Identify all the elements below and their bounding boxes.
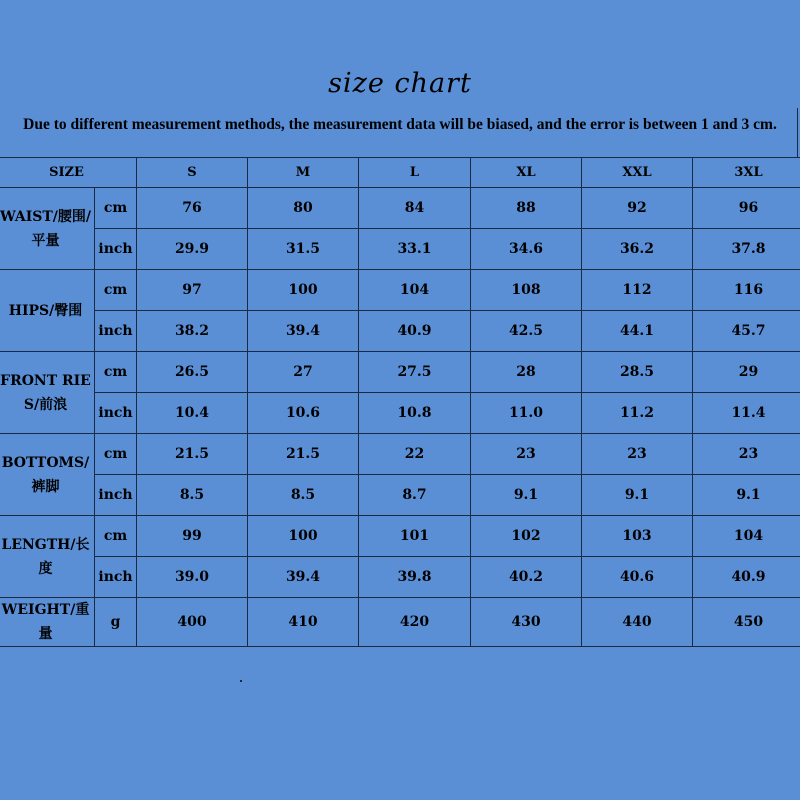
value-cell: 21.5 — [248, 434, 359, 475]
value-cell: 11.4 — [693, 393, 800, 434]
value-cell: 108 — [471, 270, 582, 311]
table-row — [0, 516, 800, 557]
value-cell: 80 — [248, 188, 359, 229]
value-cell: 42.5 — [471, 311, 582, 352]
value-cell: 420 — [359, 598, 471, 647]
value-cell: 23 — [471, 434, 582, 475]
table-row — [0, 557, 800, 598]
measurement-label: HIPS/臀围 — [0, 270, 95, 352]
measurement-label: WAIST/腰围/平量 — [0, 188, 95, 270]
value-cell: 440 — [582, 598, 693, 647]
value-cell: 430 — [471, 598, 582, 647]
value-cell: 8.7 — [359, 475, 471, 516]
value-cell: 31.5 — [248, 229, 359, 270]
value-cell: 44.1 — [582, 311, 693, 352]
table-row — [0, 352, 800, 393]
unit-cell: inch — [95, 557, 137, 598]
value-cell: 100 — [248, 516, 359, 557]
table-body — [0, 158, 800, 647]
unit-cell: cm — [95, 352, 137, 393]
value-cell: 103 — [582, 516, 693, 557]
value-cell: 27 — [248, 352, 359, 393]
value-cell: 9.1 — [693, 475, 800, 516]
size-header-m: M — [248, 158, 359, 188]
value-cell: 26.5 — [137, 352, 248, 393]
value-cell: 40.2 — [471, 557, 582, 598]
value-cell: 29.9 — [137, 229, 248, 270]
unit-cell: inch — [95, 393, 137, 434]
value-cell: 39.4 — [248, 311, 359, 352]
value-cell: 10.6 — [248, 393, 359, 434]
size-header-xxl: XXL — [582, 158, 693, 188]
value-cell: 11.2 — [582, 393, 693, 434]
unit-cell: cm — [95, 434, 137, 475]
value-cell: 400 — [137, 598, 248, 647]
value-cell: 34.6 — [471, 229, 582, 270]
value-cell: 9.1 — [582, 475, 693, 516]
value-cell: 22 — [359, 434, 471, 475]
table-row — [0, 188, 800, 229]
table-row — [0, 475, 800, 516]
value-cell: 410 — [248, 598, 359, 647]
value-cell: 8.5 — [248, 475, 359, 516]
value-cell: 10.8 — [359, 393, 471, 434]
value-cell: 39.8 — [359, 557, 471, 598]
value-cell: 38.2 — [137, 311, 248, 352]
value-cell: 84 — [359, 188, 471, 229]
unit-cell: inch — [95, 475, 137, 516]
value-cell: 40.9 — [693, 557, 800, 598]
value-cell: 23 — [582, 434, 693, 475]
value-cell: 23 — [693, 434, 800, 475]
size-header-s: S — [137, 158, 248, 188]
value-cell: 96 — [693, 188, 800, 229]
value-cell: 27.5 — [359, 352, 471, 393]
unit-cell: inch — [95, 311, 137, 352]
value-cell: 39.0 — [137, 557, 248, 598]
measurement-label: LENGTH/长度 — [0, 516, 95, 598]
value-cell: 104 — [693, 516, 800, 557]
table-row — [0, 598, 800, 647]
table-row — [0, 434, 800, 475]
value-cell: 97 — [137, 270, 248, 311]
value-cell: 450 — [693, 598, 800, 647]
value-cell: 101 — [359, 516, 471, 557]
measurement-note: Due to different measurement methods, the measurement data will be biased, and the error is between 1 and 3 cm. — [23, 116, 777, 133]
value-cell: 40.6 — [582, 557, 693, 598]
value-cell: 92 — [582, 188, 693, 229]
unit-cell: cm — [95, 516, 137, 557]
table-row — [0, 270, 800, 311]
table-row — [0, 229, 800, 270]
size-header-l: L — [359, 158, 471, 188]
value-cell: 36.2 — [582, 229, 693, 270]
value-cell: 21.5 — [137, 434, 248, 475]
measurement-label: BOTTOMS/裤脚 — [0, 434, 95, 516]
value-cell: 88 — [471, 188, 582, 229]
size-table — [0, 157, 800, 647]
value-cell: 76 — [137, 188, 248, 229]
table-row — [0, 393, 800, 434]
value-cell: 10.4 — [137, 393, 248, 434]
value-cell: 100 — [248, 270, 359, 311]
chart-title: size chart — [328, 68, 472, 99]
measurement-label: WEIGHT/重量 — [0, 598, 95, 647]
value-cell: 116 — [693, 270, 800, 311]
value-cell: 28.5 — [582, 352, 693, 393]
value-cell: 11.0 — [471, 393, 582, 434]
header-row — [0, 158, 800, 188]
value-cell: 112 — [582, 270, 693, 311]
value-cell: 28 — [471, 352, 582, 393]
stray-dot — [240, 680, 242, 682]
note-border — [797, 108, 798, 158]
size-header-cell: SIZE — [0, 158, 137, 188]
value-cell: 45.7 — [693, 311, 800, 352]
value-cell: 104 — [359, 270, 471, 311]
value-cell: 40.9 — [359, 311, 471, 352]
unit-cell: g — [95, 598, 137, 647]
unit-cell: cm — [95, 188, 137, 229]
size-header-3xl: 3XL — [693, 158, 800, 188]
value-cell: 8.5 — [137, 475, 248, 516]
table-row — [0, 311, 800, 352]
value-cell: 102 — [471, 516, 582, 557]
measurement-label: FRONT RIES/前浪 — [0, 352, 95, 434]
value-cell: 9.1 — [471, 475, 582, 516]
unit-cell: cm — [95, 270, 137, 311]
unit-cell: inch — [95, 229, 137, 270]
value-cell: 39.4 — [248, 557, 359, 598]
value-cell: 29 — [693, 352, 800, 393]
value-cell: 33.1 — [359, 229, 471, 270]
value-cell: 99 — [137, 516, 248, 557]
value-cell: 37.8 — [693, 229, 800, 270]
size-header-xl: XL — [471, 158, 582, 188]
